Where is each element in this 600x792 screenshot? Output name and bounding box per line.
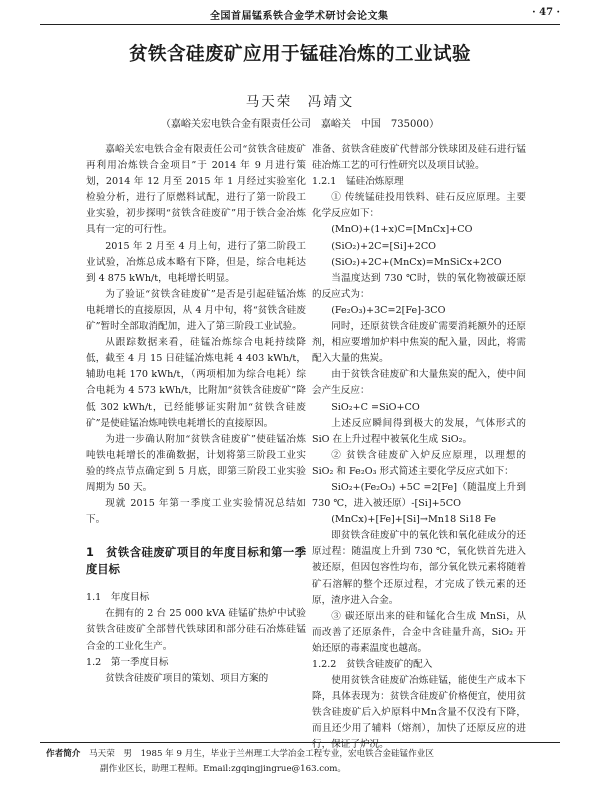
subsection-heading: 1.2.2 贫铁含硅废矿的配入: [312, 659, 433, 670]
paragraph: 从跟踪数据来看，硅锰冶炼综合电耗持续降低，截至 4 月 15 日硅锰冶炼电耗 4 403 kWh/t，辅助电耗 170 kWh/t，（两项相加为综合电耗）综合电耗为 4 573 kWh/t，比附加“贫铁含硅废矿”降低 302 kWh/t，已经能够证实附加“贫铁含硅废矿”是使硅锰冶炼吨铁电耗增长的直接原因。: [86, 337, 306, 429]
footnote-label: 作者简介: [46, 749, 81, 759]
subsection-heading: 1.2.1 锰硅冶炼原理: [312, 176, 404, 188]
equation: SiO₂+C =SiO+CO: [331, 401, 420, 413]
page-number: · 47 ·: [532, 7, 560, 18]
running-header: [0, 0, 600, 26]
paragraph: 使用贫铁含硅废矿冶炼硅锰，能使生产成本下降，具体表现为：贫铁含硅废矿价格便宜，使用贫铁含硅废矿后入炉原料中Mn含量不仅没有下降，而且还少用了辅料（熔剂），加快了还原反应的进行，保证了炉况。: [312, 675, 526, 751]
author-footnote: [46, 747, 566, 777]
affiliation: （嘉峪关宏电铁合金有限责任公司 嘉峪关 中国 735000）: [160, 119, 440, 130]
paragraph: ② 贫铁含硅废矿入炉反应原理，以理想的 SiO₂ 和 Fe₂O₃ 形式简述主要化学反应式如下：: [312, 449, 526, 477]
section-heading: 1 贫铁含硅废矿项目的年度目标和第一季度目标: [86, 546, 306, 577]
paragraph: 2015 年 2 月至 4 月上旬，进行了第二阶段工业试验，冶炼总成本略有下降，但是，综合电耗达到 4 875 kWh/t，电耗增长明显。: [86, 240, 306, 284]
paragraph: 准备、贫铁含硅废矿代替部分铁球团及硅石进行锰硅冶炼工艺的可行性研究以及项目试验。: [312, 144, 526, 172]
paragraph: 在拥有的 2 台 25 000 kVA 硅锰矿热炉中试验贫铁含硅废矿全部替代铁球团和部分硅石冶炼硅锰合金的工业化生产。: [86, 608, 306, 652]
paragraph: 为了验证“贫铁含硅废矿”是否是引起硅锰冶炼电耗增长的直接原因，从 4 月中旬，将“贫铁含硅废矿”暂时全部取消配加，进入了第三阶段工业试验。: [86, 288, 306, 333]
header-rule: [40, 24, 560, 25]
paragraph: 上述反应瞬间得到极大的发展，气体形式的 SiO 在上升过程中被氧化生成 SiO₂。: [312, 417, 526, 445]
paragraph: 贫铁含硅废矿项目的策划、项目方案的: [105, 672, 269, 684]
paragraph: 即贫铁含硅废矿中的氧化铁和氧化硅成分的还原过程：随温度上升到 730 ℃，氧化铁首先进入被还原，但因包容性均布，部分氧化铁元素将随着矿石溶解的整个还原过程，才完成了铁元素的还原，渣序进入合金。: [312, 530, 526, 606]
authors: 马天荣 冯靖文: [245, 94, 355, 110]
footnote-line: 马天荣 男 1985 年 9 月生，毕业于兰州理工大学冶金工程专业，宏电铁合金硅锰作业区: [89, 749, 434, 759]
paragraph: 现就 2015 年第一季度工业实验情况总结如下。: [86, 498, 306, 526]
footnote-rule: [40, 742, 560, 743]
running-title: 全国首届锰系铁合金学术研讨会论文集: [210, 11, 389, 22]
equation: (Fe₂O₃)+3C=2[Fe]-3CO: [331, 304, 446, 316]
paragraph: 嘉峪关宏电铁合金有限责任公司“贫铁含硅废矿再利用冶炼铁合金项目”于 2014 年 9 月进行策划，2014 年 12 月至 2015 年 1 月经过实验室化检验分析，进行了原燃料试配，进行了第一阶段工业实验，初步探明“贫铁含硅废矿”用于铁合金冶炼具有一定的可行性。: [86, 144, 306, 236]
equation: (SiO₂)+2C=[Si]+2CO: [331, 240, 437, 252]
footnote-line: 副作业区长，助理工程师。Email:zgqingjingrue@163.com。: [100, 764, 347, 774]
equation: SiO₂+(Fe₂O₃) +5C =2[Fe]（随温度上升到 730 ℃，进入被还原）-[Si]+5CO: [312, 481, 526, 510]
equation: (MnO)+(1+x)C=[MnCx]+CO: [331, 224, 473, 236]
paper-title: 贫铁含硅废矿应用于锰硅冶炼的工业试验: [128, 44, 471, 65]
subsection-heading: 1.2 第一季度目标: [86, 656, 169, 668]
paragraph: 为进一步确认附加“贫铁含硅废矿”使硅锰冶炼吨铁电耗增长的准确数据，计划将第三阶段工业实验的终点节点确定到 5 月底，即第三阶段工业实验周期为 50 天。: [86, 433, 306, 493]
paragraph: 当温度达到 730 ℃时，铁的氧化物被碳还原的反应式为：: [312, 272, 526, 300]
equation: (SiO₂)+2C+(MnCx)=MnSiCx+2CO: [331, 256, 502, 268]
paragraph: 由于贫铁含硅废矿和大量焦炭的配入，使中间会产生反应：: [312, 369, 526, 397]
left-column: [86, 142, 306, 687]
paragraph: ③ 碳还原出来的硅和锰化合生成 MnSi，从而改善了还原条件，合金中含硅量升高，SiO₂ 开始还原的毒素温度也越高。: [312, 610, 526, 654]
equation: (MnCx)+[Fe]+[Si]→Mn18 Si18 Fe: [331, 514, 496, 526]
paragraph: 同时，还原贫铁含硅废矿需要消耗额外的还原剂，相应要增加炉料中焦炭的配入量，因此，将需配入大量的焦炭。: [312, 321, 526, 365]
paragraph: ① 传统锰硅投用铁料、硅石反应原理。主要化学反应如下：: [312, 192, 526, 220]
subsection-heading: 1.1 年度目标: [86, 592, 150, 604]
right-column: [312, 142, 526, 754]
